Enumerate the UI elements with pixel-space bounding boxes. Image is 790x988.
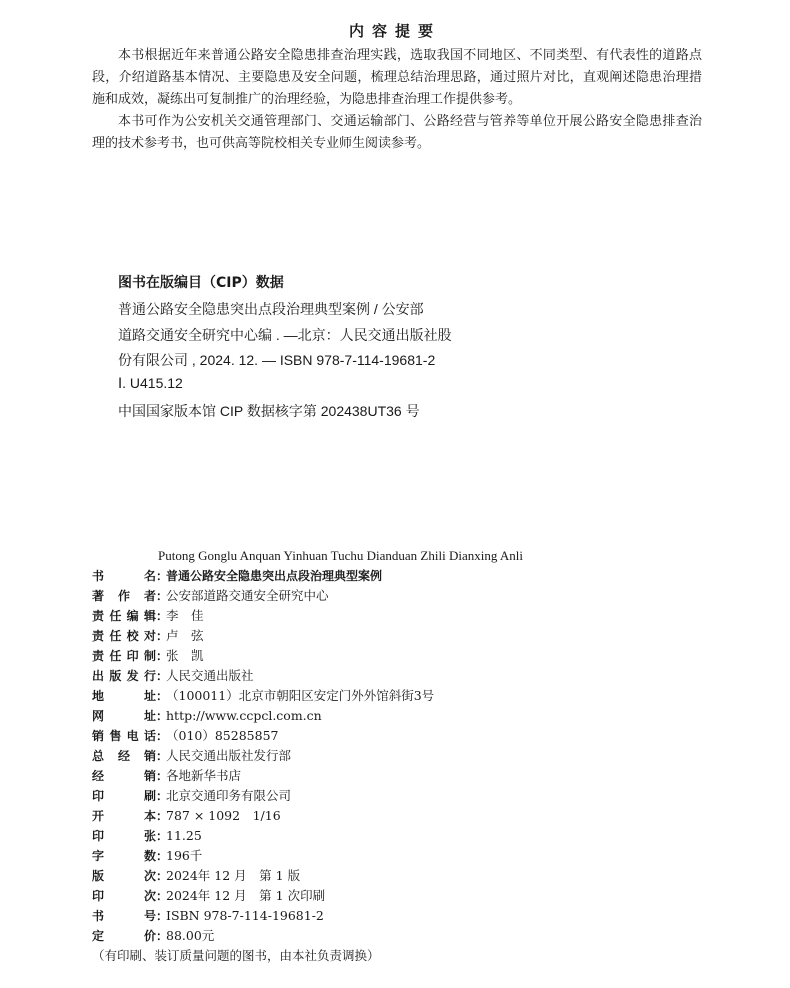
info-label: 责任校对: [92, 629, 156, 643]
info-label: 印次: [92, 889, 156, 903]
info-row-website: 网址 ： http://www.ccpcl.com.cn: [92, 706, 712, 726]
info-label: 经销: [92, 769, 156, 783]
cip-line: 普通公路安全隐患突出点段治理典型案例 / 公安部: [118, 301, 424, 317]
info-row-impression: 印次 ： 2024年 12 月 第 1 次印刷: [92, 886, 712, 906]
info-value: 张 凯: [166, 648, 204, 663]
cip-heading: 图书在版编目（CIP）数据: [118, 275, 284, 291]
abstract-paragraph-2: 本书可作为公安机关交通管理部门、交通运输部门、公路经营与管养等单位开展公路安全隐患排查治理的技术参考书，也可供高等院校相关专业师生阅读参考。: [92, 114, 702, 151]
info-row-publisher: 出版发行 ： 人民交通出版社: [92, 666, 712, 686]
info-row-author: 著作者 ： 公安部道路交通安全研究中心: [92, 586, 712, 606]
info-row-printing-manager: 责任印制 ： 张 凯: [92, 646, 712, 666]
info-label: 字数: [92, 849, 156, 863]
info-row-edition: 版次 ： 2024年 12 月 第 1 版: [92, 866, 712, 886]
info-value: 人民交通出版社: [166, 668, 254, 683]
info-label: 书名: [92, 569, 156, 583]
cip-line: 份有限公司 , 2024. 12. — ISBN 978-7-114-19681-2: [118, 352, 436, 368]
info-label: 出版发行: [92, 669, 156, 683]
info-value: 11.25: [166, 828, 202, 843]
info-label: 开本: [92, 809, 156, 823]
info-value: 2024年 12 月 第 1 次印刷: [166, 888, 326, 903]
info-label: 定价: [92, 929, 156, 943]
info-value: 2024年 12 月 第 1 版: [166, 868, 301, 883]
info-value: 各地新华书店: [166, 768, 242, 783]
info-row-format: 开本 ： 787 × 1092 1/16: [92, 806, 712, 826]
info-value: 北京交通印务有限公司: [166, 788, 292, 803]
info-value: ISBN 978-7-114-19681-2: [166, 908, 324, 923]
info-row-general-distributor: 总经销 ： 人民交通出版社发行部: [92, 746, 712, 766]
abstract-title: 内容提要: [348, 22, 441, 40]
info-value: 公安部道路交通安全研究中心: [166, 588, 329, 603]
info-value: 李 佳: [166, 608, 204, 623]
info-row-title: 书名 ： 普通公路安全隐患突出点段治理典型案例: [92, 566, 712, 586]
info-row-distributor: 经销 ： 各地新华书店: [92, 766, 712, 786]
info-label: 书号: [92, 909, 156, 923]
info-label: 责任编辑: [92, 609, 156, 623]
cip-line: 道路交通安全研究中心编 . —北京：人民交通出版社股: [118, 327, 452, 343]
info-value: （100011）北京市朝阳区安定门外外馆斜街3号: [166, 688, 435, 703]
info-row-price: 定价 ： 88.00元: [92, 926, 712, 946]
cip-classification: Ⅰ. U415.12: [118, 375, 183, 391]
info-row-word-count: 字数 ： 196千: [92, 846, 712, 866]
info-row-sheets: 印张 ： 11.25: [92, 826, 712, 846]
abstract-paragraph-1: 本书根据近年来普通公路安全隐患排查治理实践，选取我国不同地区、不同类型、有代表性的道路点段，介绍道路基本情况、主要隐患及安全问题，梳理总结治理思路，通过照片对比，直观阐述隐患治理措施和成效，凝练出可复制推广的治理经验，为隐患排查治理工作提供参考。: [92, 48, 702, 107]
info-value: 88.00元: [166, 928, 215, 943]
publication-info: [92, 566, 712, 946]
info-value: http://www.ccpcl.com.cn: [166, 708, 322, 723]
info-value: 人民交通出版社发行部: [166, 748, 292, 763]
info-value: 卢 弦: [166, 628, 204, 643]
info-label: 地址: [92, 689, 156, 703]
info-label: 印刷: [92, 789, 156, 803]
info-label: 著作者: [92, 589, 156, 603]
info-label: 网址: [92, 709, 156, 723]
info-value: （010）85285857: [166, 728, 279, 743]
info-value: 787 × 1092 1/16: [166, 808, 281, 823]
pinyin-title: Putong Gonglu Anquan Yinhuan Tuchu Dianduan Zhili Dianxing Anli: [158, 548, 523, 563]
info-value: 普通公路安全隐患突出点段治理典型案例: [166, 569, 383, 583]
info-row-isbn: 书号 ： ISBN 978-7-114-19681-2: [92, 906, 712, 926]
quality-notice: （有印刷、装订质量问题的图书，由本社负责调换）: [92, 948, 380, 963]
info-label: 责任印制: [92, 649, 156, 663]
info-label: 销售电话: [92, 729, 156, 743]
info-label: 印张: [92, 829, 156, 843]
info-label: 总经销: [92, 749, 156, 763]
info-row-printer: 印刷 ： 北京交通印务有限公司: [92, 786, 712, 806]
info-row-sales-phone: 销售电话 ： （010）85285857: [92, 726, 712, 746]
cip-record-number: 中国国家版本馆 CIP 数据核字第 202438UT36 号: [118, 403, 420, 419]
info-label: 版次: [92, 869, 156, 883]
info-value: 196千: [166, 848, 203, 863]
info-row-address: 地址 ： （100011）北京市朝阳区安定门外外馆斜街3号: [92, 686, 712, 706]
info-row-editor: 责任编辑 ： 李 佳: [92, 606, 712, 626]
info-row-proofreader: 责任校对 ： 卢 弦: [92, 626, 712, 646]
